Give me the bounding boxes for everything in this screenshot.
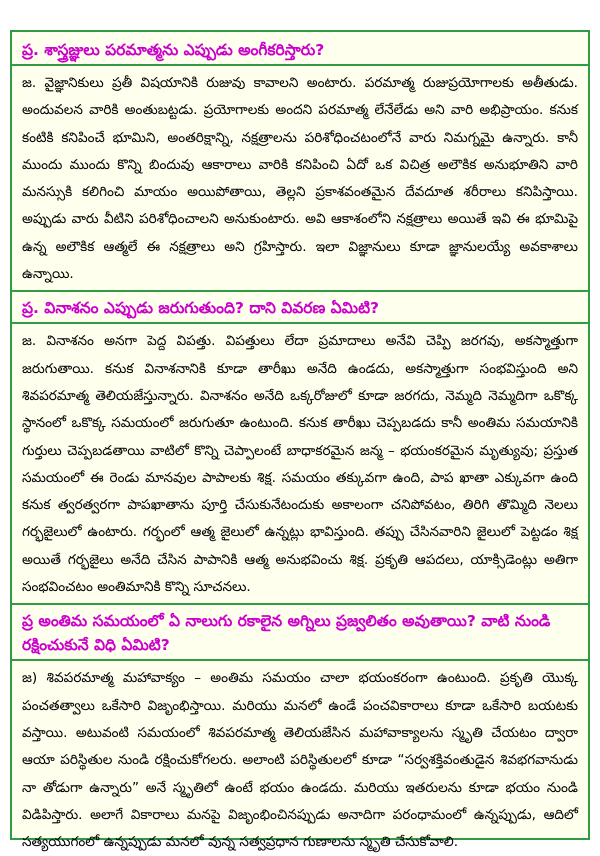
question-heading: ప్ర. శాస్త్రజ్ఞులు పరమాత్మను ఎప్పుడు అంగీకరిస్తారు? (22, 41, 325, 59)
qa-section-scientists (22, 38, 578, 288)
answer-paragraph: జ) శివపరమాత్మ మహావాక్యం – అంతిమ సమయం చాలా భయంకరంగా ఉంటుంది. ప్రకృతి యొక్క పంచతత్వాలు ఒకేసారి విజృంభిస్తాయి. మరియు మనలో ఉండే పంచవికారాలు కూడా ఒకేసారి బయటకు వస్తాయి. అటువంటి సమయంలో శివపరమాత్మ తెలియజేసిన మహావాక్యాలను స్మృతి చేయటం ద్వారా ఆయా పరిస్థితుల నుండి రక్షించుకోగలరు. అలాంటి పరిస్థితులలో కూడా “సర్వశక్తివంతుడైన శివభగవానుడు నా తోడుగా ఉన్నారు” అనే స్మృతిలో ఉంటే భయం ఉండదు. మరియు ఇతరులను కూడా భయం నుండి విడిపిస్తారు. అలాగే వికారాలు మనపై విజృంభించినప్పుడు అనాదిగా పరంధామంలో ఉన్నప్పుడు, ఆదిలో సత్యయుగంలో ఉన్నప్పుడు మనలో వున్న సత్వప్రధాన గుణాలను స్మృతి చేసుకోవాలి. (22, 670, 578, 851)
section-divider (12, 659, 588, 661)
answer-paragraph: జ. వినాశనం అనగా పెద్ద విపత్తు. విపత్తులు లేదా ప్రమాదాలు అనేవి చెప్పి జరగవు, అకస్మాత్తుగా జరుగుతాయి. కనుక వినాశనానికి కూడా తారీఖు అనేది ఉండదు, అకస్మాత్తుగా సంభవిస్తుంది అని శివపరమాత్మ తెలియజేస్తున్నారు. వినాశనం అనేది ఒక్కరోజులో కూడా జరగదు, నెమ్మది నెమ్మదిగా ఒకొక్క స్థానంలో ఒకొక్క సమయంలో జరుగుతూ ఉంటుంది. కనుక తారీఖు చెప్పబడదు కానీ అంతిమ సమయానికి గుర్తులు చెప్పబడతాయి వాటిలో కొన్ని చెప్పాలంటే బాధాకరమైన జన్మ – భయంకరమైన మృత్యువు; ప్రస్తుత సమయంలో ఈ రెండు మానవుల పాపాలకు శిక్ష. సమయం తక్కువగా ఉంది, పాప ఖాతా ఎక్కువగా ఉంది కనుక త్వరత్వరగా పాపఖాతాను పూర్తి చేసుకునేటందుకు అకాలంగా చనిపోవటం, తిరిగి తొమ్మిది నెలలు గర్భజైలులో ఉంటారు. గర్భంలో ఆత్మ జైలులో ఉన్నట్లు భావిస్తుంది. తప్పు చేసినవారిని జైలులో పెట్టడం శిక్ష అయితే గర్భజైలు అనేది చేసిన పాపానికి ఆత్మ అనుభవించు శిక్ష. ప్రకృతి ఆపదలు, యాక్సిడెంట్లు అతిగా సంభవించటం అంతిమానికి కొన్ని సూచనలు. (22, 333, 578, 596)
question-heading: ప్ర. వినాశనం ఎప్పుడు జరుగుతుంది? దాని వివరణ ఏమిటి? (22, 299, 380, 318)
section-divider (12, 290, 588, 292)
qa-section-destruction (22, 296, 578, 601)
document-frame (10, 30, 590, 851)
qa-section-four-fires (22, 609, 578, 856)
section-divider (12, 603, 588, 605)
section-divider (12, 322, 588, 324)
section-divider (12, 64, 588, 66)
question-heading: ప్ర అంతిమ సమయంలో ఏ నాలుగు రకాలైన అగ్నిలు ప్రజ్వలితం అవుతాయి? వాటి నుండి రక్షించుకునే విధి ఏమిటి? (22, 612, 551, 655)
answer-paragraph: జ. వైజ్ఞానికులు ప్రతీ విషయానికి రుజువు కావాలని అంటారు. పరమాత్మ రుజుప్రయోగాలకు అతీతుడు. అందువలన వారికి అంతుబట్టడు. ప్రయోగాలకు అందని పరమాత్మ లేనేలేడు అని వారి అభిప్రాయం. కనుక కంటికి కనిపించే భూమిని, అంతరిక్షాన్ని, నక్షత్రాలను పరిశోధించటంలోనే వారు నిమగ్నమై ఉన్నారు. కానీ ముందు ముందు కొన్ని బిందువు ఆకారాలు వారికి కనిపించి ఏదో ఒక విచిత్ర అలౌకిక అనుభూతిని వారి మనస్సుకి కలిగించి మాయం అయిపోతాయి, తెల్లని ప్రకాశవంతమైన దేవదూత శరీరాలు కనిపిస్తాయి. అప్పుడు వారు వీటిని పరిశోధించాలని అనుకుంటారు. అవి ఆకాశంలోని నక్షత్రాలు అయితే ఇవి ఈ భూమిపై ఉన్న అలౌకిక ఆత్మలే ఈ నక్షత్రాలు అని గ్రహిస్తారు. ఇలా విజ్ఞానులు కూడా జ్ఞానులయ్యే అవకాశాలు ఉన్నాయి. (22, 75, 578, 283)
